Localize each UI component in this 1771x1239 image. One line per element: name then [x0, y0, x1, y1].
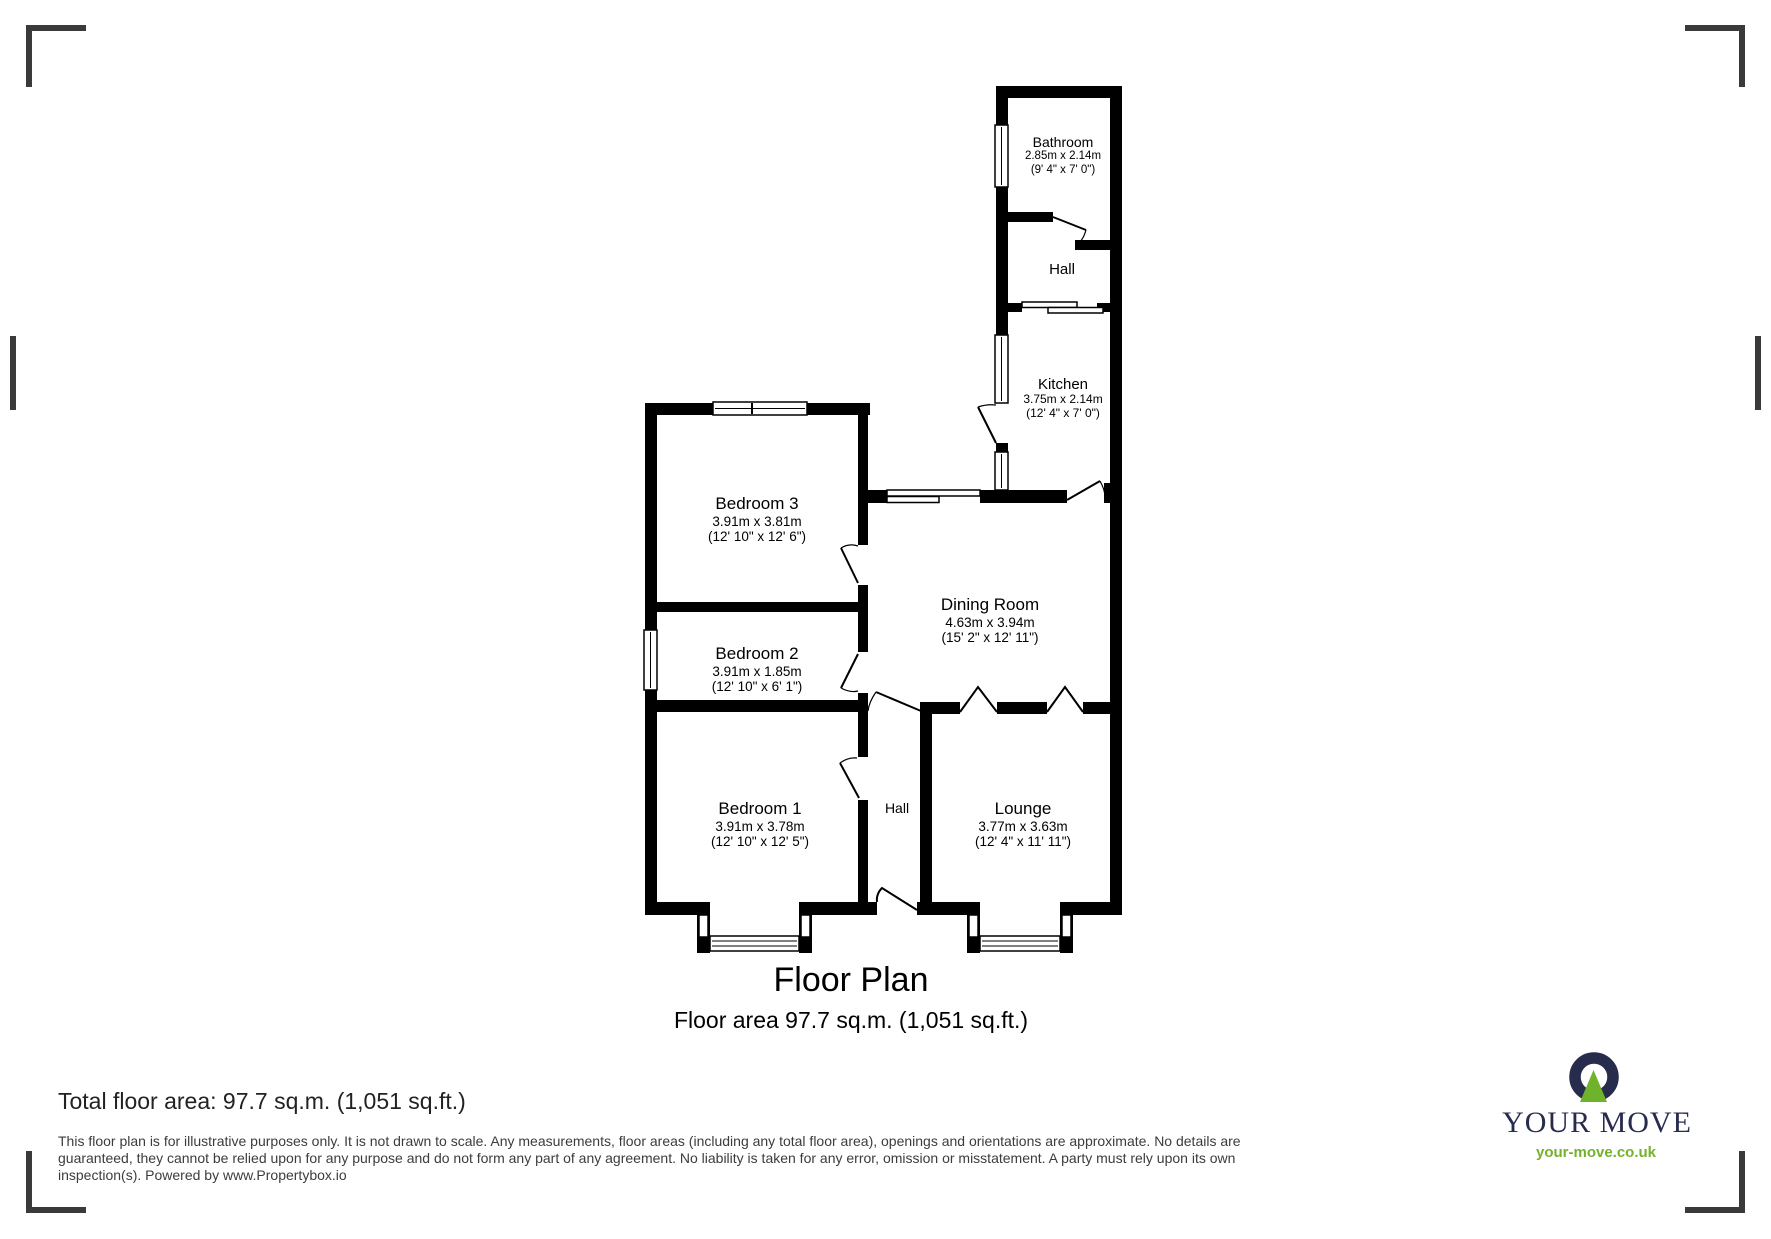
room-dimensions-metric: 4.63m x 3.94m: [945, 614, 1035, 630]
disclaimer-line: This floor plan is for illustrative purposes only. It is not drawn to scale. Any measurements, floor areas (including any total floor area), openings and orientations are approximate. No details are: [58, 1133, 1241, 1149]
room-label-hall-lower: [885, 800, 909, 816]
room-name: Bedroom 2: [715, 644, 799, 663]
room-name: Lounge: [994, 799, 1052, 818]
room-label-bedroom-1: [711, 799, 809, 850]
room-dimensions-imperial: (15' 2" x 12' 11"): [941, 630, 1039, 646]
your-move-logo-text: YOUR MOVE: [1502, 1106, 1692, 1139]
room-name: Bedroom 3: [715, 494, 799, 513]
disclaimer-line: guaranteed, they cannot be relied upon for any purpose and do not form any part of any agreement. No liability is taken for any error, omission or misstatement. A party must rely upon its own: [58, 1150, 1236, 1166]
room-dimensions-metric: 2.85m x 2.14m: [1024, 150, 1102, 163]
room-name: Bedroom 1: [718, 799, 802, 818]
floor-area-subtitle: Floor area 97.7 sq.m. (1,051 sq.ft.): [673, 1007, 1029, 1033]
room-dimensions-imperial: (9' 4" x 7' 0"): [1030, 163, 1096, 176]
disclaimer-text: [58, 1133, 1241, 1184]
room-name: Kitchen: [1037, 376, 1089, 393]
room-dimensions-imperial: (12' 10" x 12' 6"): [707, 529, 807, 545]
room-dimensions-metric: 3.91m x 3.81m: [712, 513, 802, 529]
room-label-lounge: [975, 799, 1071, 850]
your-move-url: your-move.co.uk: [1535, 1144, 1657, 1161]
room-dimensions-metric: 3.91m x 3.78m: [715, 818, 805, 834]
room-name: Hall: [1049, 261, 1075, 278]
room-label-bedroom-3: [708, 494, 806, 545]
room-label-kitchen: [1023, 376, 1102, 421]
room-dimensions-imperial: (12' 4" x 11' 11"): [974, 834, 1072, 850]
room-dimensions-imperial: (12' 4" x 7' 0"): [1026, 406, 1100, 421]
room-dimensions-metric: 3.77m x 3.63m: [978, 818, 1068, 834]
your-move-logo-icon: [1566, 1050, 1622, 1110]
room-label-hall-upper: [1049, 261, 1075, 278]
room-label-bedroom-2: [712, 644, 803, 695]
total-floor-area: Total floor area: 97.7 sq.m. (1,051 sq.ft.): [58, 1088, 466, 1114]
page-title: Floor Plan: [773, 961, 929, 999]
room-dimensions-metric: 3.75m x 2.14m: [1023, 392, 1103, 407]
disclaimer-line: inspection(s). Powered by www.Propertybox.io: [58, 1167, 347, 1183]
room-label-dining-room: [941, 595, 1039, 646]
room-dimensions-metric: 3.91m x 1.85m: [712, 663, 802, 679]
room-name: Hall: [884, 800, 910, 816]
room-dimensions-imperial: (12' 10" x 12' 5"): [710, 834, 810, 850]
room-name: Dining Room: [940, 595, 1040, 614]
room-dimensions-imperial: (12' 10" x 6' 1"): [711, 679, 803, 695]
room-name: Bathroom: [1032, 134, 1094, 150]
room-label-bathroom: [1025, 134, 1101, 177]
